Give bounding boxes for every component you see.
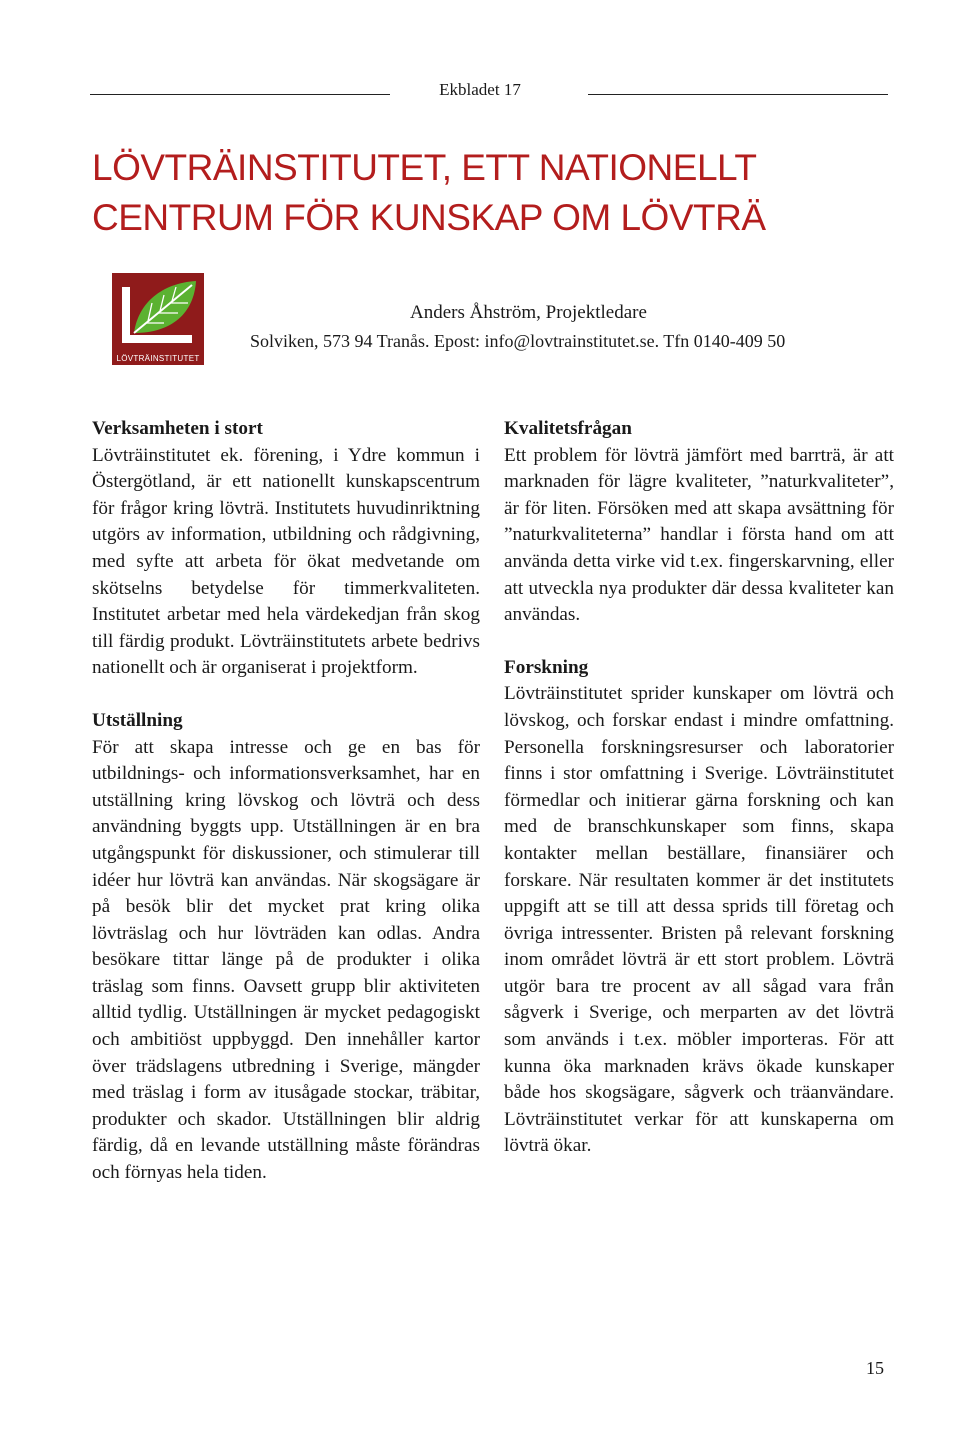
section-body-utstallning: För att skapa intresse och ge en bas för utbildnings- och informationsverksamhet, har en utställning kring lövskog och lövträ och dess användning byggts upp. Utställningen är en bra utgångspunkt för diskussioner, och stimulerar till idéer hur lövträ kan användas. När skogsägare är på besök blir det mycket prat kring olika lövträslag och hur lövträden kan odlas. Andra besökare tittar länge på de produkter i olika träslag som finns. Oavsett grupp blir aktiviteten alltid tydlig. Utställningen är mycket pedagogiskt och ambitiöst uppbyggd. Den innehåller kartor över trädslagens utbredning i Sverige, mängder med träslag i form av itusågade stockar, träbitar, produkter och skador. Utställningen blir aldrig färdig, då en levande utställning måste förändras och förnyas hela tiden.	[92, 736, 480, 1184]
author-address: Solviken, 573 94 Tranås. Epost: info@lovtrainstitutet.se. Tfn 0140-409 50	[250, 331, 786, 351]
section-body-verksamheten: Lövträinstitutet ek. förening, i Ydre kommun i Östergötland, är ett nationellt kunskapscentrum för frågor kring lövträ. Institutets huvudinriktning utgörs av information, utbildning och rådgivning, med syfte att arbeta för ökat medvetande om skötselns betydelse för timmerkvaliteten. Institutet arbetar med hela värdekedjan från skog till färdig produkt. Lövträinstitutets arbete bedrivs nationellt och är organiserat i projektform.	[92, 444, 480, 679]
right-column	[504, 416, 894, 1160]
title-line-2: CENTRUM FÖR KUNSKAP OM LÖVTRÄ	[92, 197, 766, 238]
title-line-1: LÖVTRÄINSTITUTET, ETT NATIONELLT	[92, 147, 757, 188]
logo	[112, 273, 204, 365]
section-heading-forskning: Forskning	[504, 656, 589, 678]
leaf-icon	[112, 273, 204, 353]
section-body-kvalitet: Ett problem för lövträ jämfört med barrträ, är att marknaden för lägre kvaliteter, ”naturkvaliteter”, är för liten. Försöken med att skapa avsättning för ”naturkvaliteterna” handlar i första hand om att använda detta virke vid t.ex. fingerskarvning, eller att utveckla nya produkter där dessa kvaliteter kan användas.	[504, 444, 894, 626]
logo-label: LÖVTRÄINSTITUTET	[116, 354, 200, 363]
running-header: Ekbladet 17	[439, 80, 521, 99]
page-number: 15	[866, 1358, 884, 1378]
section-heading-kvalitet: Kvalitetsfrågan	[504, 418, 632, 439]
section-heading-verksamheten: Verksamheten i stort	[92, 418, 263, 439]
page-title	[92, 143, 892, 243]
author-name: Anders Åhström, Projektledare	[410, 302, 647, 323]
section-heading-utstallning: Utställning	[92, 709, 183, 731]
left-column	[92, 416, 480, 1187]
section-body-forskning: Lövträinstitutet sprider kunskaper om lövträ och lövskog, och forskar endast i mindre omfattning. Personella forskningsresurser och laboratorier finns i stor omfattning i Sverige. Lövträinstitutet förmedlar och initierar gärna forskning och kan med de branschkunskaper som finns, skapa kontakter mellan beställare, finansiärer och forskare. När resultaten kommer är det institutets uppgift att se till att dessa sprids till företag och övriga intressenter. Bristen på relevant forskning inom området lövträ är ett stort problem. Lövträ utgör bara tre procent av all sågad vara från sågverk i Sverige, och merparten av det lövträ som används i t.ex. möbler importeras. För att kunna öka marknaden krävs ökade kunskaper både hos skogsägare, sågverk och träanvändare. Lövträinstitutet verkar för att kunskaperna om lövträ ökar.	[504, 683, 894, 1157]
header-rule-right	[588, 94, 888, 95]
